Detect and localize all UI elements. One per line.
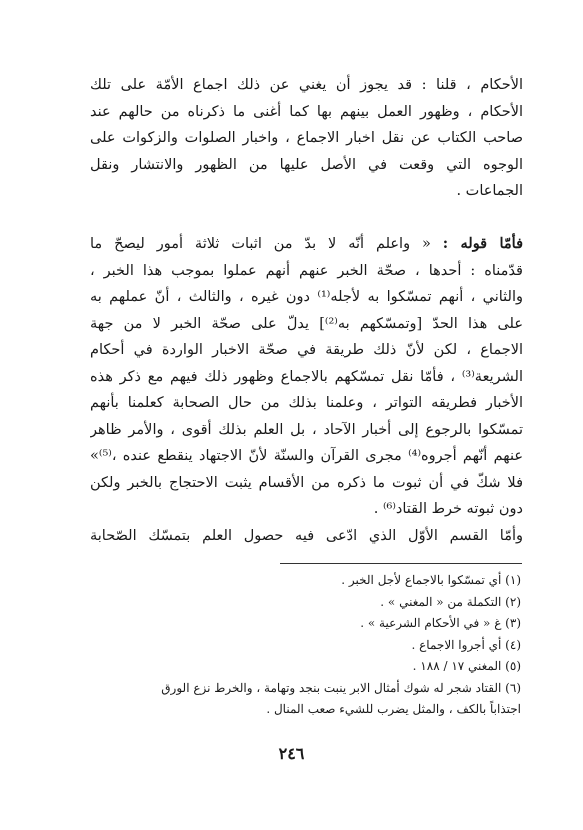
footnotes: [90, 570, 521, 721]
footnote-separator: [280, 563, 522, 564]
text-line: الأحكام ، قلنا : قد يجوز أن يغني عن ذلك اجماع الأمّة على تلك: [90, 77, 523, 93]
paragraph-quote: [90, 231, 523, 523]
paragraph-next: [90, 523, 523, 550]
page-number: ٢٤٦: [278, 744, 305, 763]
footnote: (٥) المغني ١٧ / ١٨٨ .: [412, 659, 521, 673]
text-line: صاحب الكتاب عن نقل اخبار الاجماع ، واخبار الصلوات والزكوات على: [90, 130, 523, 146]
text-line: الاجماع ، لكن لأنّ ذلك طريقة في صحّة الاخبار الواردة في أحكام: [90, 342, 523, 358]
text-line-rest: « واعلم أنّه لا بدّ من اثبات ثلاثة أمور ليصحّ ما: [90, 236, 431, 252]
footnote: (٢) التكملة من « المغني » .: [380, 594, 521, 609]
paragraph-lead: فأمّا قوله :: [442, 235, 523, 252]
text-line: والثاني ، أنهم تمسّكوا به لأجله⁽¹⁾ دون غيره ، والثالث ، أنّ عملهم به: [90, 289, 523, 305]
paragraph-continuation: [90, 72, 523, 205]
text-line: قدّمناه : أحدها ، صحّة الخبر عنهم أنهم عملوا بموجب هذا الخبر ،: [90, 262, 523, 279]
footnote: (٣) غ « في الأحكام الشرعية » .: [360, 616, 521, 630]
text-line: عنهم أنّهم أجروه⁽⁴⁾ مجرى القرآن والسنّة لأنّ الاجتهاد ينقطع عنده ،⁽⁵⁾»: [90, 448, 523, 464]
text-line-first: [90, 231, 523, 258]
text-line: الوجوه التي وقعت في الأصل عليها من الظهور والانتشار ونقل: [90, 156, 523, 173]
text-line: تمسّكوا بالرجوع إلى أخبار الآحاد ، بل العلم بذلك أقوى ، والأمر ظاهر: [90, 421, 523, 438]
footnote: (١) أي تمسّكوا بالاجماع لأجل الخبر .: [341, 573, 521, 587]
text-line: وأمّا القسم الأوّل الذي ادّعى فيه حصول العلم بتمسّك الصّحابة: [90, 528, 523, 544]
footnote: (٦) القتاد شجر له شوك أمثال الابر ينبت بنجد وتهامة ، والخرط نزع الورق: [161, 680, 521, 695]
text-line: على هذا الحدّ [وتمسّكهم به⁽²⁾] يدلّ على صحّة الخبر لا من جهة: [90, 315, 523, 332]
footnote: (٤) أي أجروا الاجماع .: [411, 637, 521, 652]
text-line: الشريعة⁽³⁾ ، فأمّا نقل تمسّكهم بالاجماع وظهور ذلك فيهم مع ذكر هذه: [90, 368, 523, 385]
text-line: دون ثبوته خرط القتاد⁽⁶⁾ .: [373, 501, 523, 517]
footnote-continuation: اجتذاباً بالكف ، والمثل يضرب للشيء صعب المنال .: [266, 702, 521, 716]
text-line: فلا شكّ في أن ثبوت ما ذكره من الأقسام يثبت الاحتجاج بالخبر ولكن: [90, 474, 523, 491]
text-line: الجماعات .: [456, 183, 523, 199]
text-line: الأخبار فطريقه التواتر ، وعلمنا بذلك من حال الصحابة كعلمنا بأنهم: [90, 395, 523, 411]
text-line: الأحكام ، وظهور العمل بينهم بها كما أغنى ما ذكرناه من حالهم عند: [90, 103, 523, 120]
